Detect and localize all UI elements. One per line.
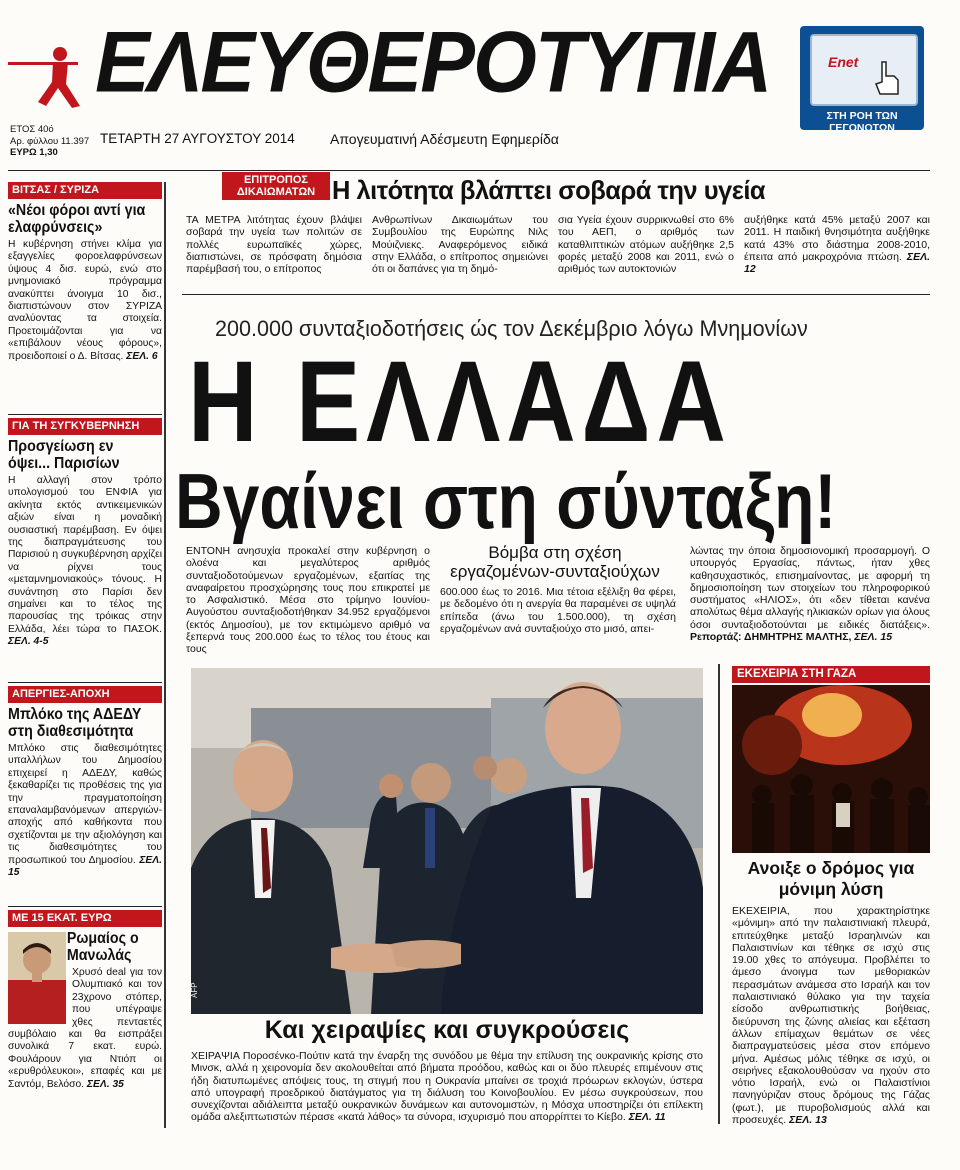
page-ref: ΣΕΛ. 6 [126, 350, 158, 362]
photo-story-headline[interactable]: Και χειραψίες και συγκρούσεις [264, 1016, 630, 1044]
sidebar-story-coalition[interactable] [8, 418, 162, 649]
reporter-credit: Ρεπορτάζ: ΔΗΜΗΤΡΗΣ ΜΑΛΤΗΣ, [690, 631, 852, 644]
main-story-col-3: λώντας την όποια δημοσιονομική προσαρμογή. Ο υπουργός Εργασίας, πάντως, ήταν χθες καθησυχαστικός, επισημαίνοντας, με αφορμή τη δημοσιοποίηση των στοιχείων του πληροφορικού συστήματος «ΗΛΙΟΣ», ότι «δεν τίθεται κανένα απολύτως θέμα αλλαγής ηλικιακών ορίων για όλους όσοι συνταξιοδοτούνται με ειδικές διατάξεις». Ρεπορτάζ: ΔΗΜΗΤΡΗΣ ΜΑΛΤΗΣ, ΣΕΛ. 15 [690, 545, 930, 644]
photo-credit: AFP [190, 982, 199, 998]
sidebar-divider [8, 682, 162, 683]
page-ref: ΣΕΛ. 15 [8, 854, 162, 879]
sidebar-tag: ΜΕ 15 ΕΚΑΤ. ΕΥΡΩ [8, 910, 162, 927]
main-story-col-2: 600.000 έως το 2016. Μια τέτοια εξέλιξη θα φέρει, με δεδομένο ότι η ανεργία θα παραμένει σε υψηλά επίπεδα (άνω του 1.500.000), τη σχέση εργαζομένων ανά συνταξιούχο στο μισό, απει- [440, 586, 676, 635]
top-story-col-1: ΤΑ ΜΕΤΡΑ λιτότητας έχουν βλάψει σοβαρά την υγεία των πολιτών σε πολλές ευρωπαϊκές χώρες, διαπιστώνει, σε πρόσφατη δημόσια παρέμβασή του, ο επίτροπος [186, 214, 362, 276]
top-story-col-3: σια Υγεία έχουν συρρικνωθεί στο 6% του ΑΕΠ, ο αριθμός των καταθλιπτικών ατόμων αυξήθηκε 2,5 φορές μεταξύ 2008 και 2011, ενώ ο αριθμός των αυτοκτονιών [558, 214, 734, 276]
sidebar-story-manolas[interactable] [8, 910, 162, 1091]
sidebar-divider [8, 414, 162, 415]
gaza-column-rule [718, 664, 720, 1124]
top-story-tag: ΕΠΙΤΡΟΠΟΣ ΔΙΚΑΙΩΜΑΤΩΝ [222, 172, 330, 200]
issue-info [10, 124, 89, 159]
masthead-rule [8, 170, 930, 171]
enet-screen-graphic [810, 34, 918, 106]
page-ref: ΣΕΛ. 13 [789, 1114, 827, 1127]
sidebar-body: Χρυσό deal για τον Ολυμπιακό και τον 23χρονο στόπερ, που υπέγραψε χθες πενταετές συμβόλαιο και θα εισπράξει συνολικά 7 εκατ. ευρώ. Φουλάρουν για Ντιόπ οι «ερυθρόλευκοι», επαφές και με Σαντόμ, Βελόσο. ΣΕΛ. 35 [8, 967, 162, 1090]
page-ref: ΣΕΛ. 15 [854, 631, 893, 644]
sidebar-headline[interactable]: Ρωμαίος ο Μανωλάς [66, 930, 139, 964]
page-ref: ΣΕΛ. 11 [628, 1111, 666, 1124]
sidebar-headline[interactable]: Προσγείωση εν όψει... Παρισίων [8, 438, 120, 472]
issue-price: ΕΥΡΩ 1,30 [10, 147, 58, 158]
sidebar-column-rule [164, 182, 166, 1128]
issue-date: ΤΕΤΑΡΤΗ 27 ΑΥΓΟΥΣΤΟΥ 2014 [100, 131, 295, 146]
enet-logo: Enet [828, 54, 859, 70]
main-headline-line-1[interactable]: Η ΕΛΛΑΔΑ [188, 337, 732, 467]
sidebar-tag: ΒΙΤΣΑΣ / ΣΥΡΙΖΑ [8, 182, 162, 199]
enet-promo-box[interactable] [800, 26, 924, 134]
top-story-rule [182, 294, 930, 295]
top-story-col-4: αυξήθηκε κατά 45% μεταξύ 2007 και 2011. Η παιδική θνησιμότητα αυξήθηκε κατά 43% στο διάστημα 2008-2010, έπειτα από μακροχρόνια πτώση. ΣΕΛ. 12 [744, 214, 930, 276]
runner-logo-icon [8, 40, 88, 110]
top-story-col-2: Ανθρωπίνων Δικαιωμάτων του Συμβουλίου της Ευρώπης Νιλς Μούιζνιεκς. Αναφερόμενος ειδικά στην Ελλάδα, ο επίτροπος σημειώνει ότι οι δαπάνες για τη δημό- [372, 214, 548, 276]
sidebar-body: Η αλλαγή στον τρόπο υπολογισμού του ΕΝΦΙΑ για ακίνητα εκτός αντικειμενικών αξιών είναι η μοναδική ουσιαστική παρέμβαση. Εν όψει της διαπραγμάτευσης του Παρισιού η συγκυβέρνηση αρχίζει να ρίχνει τους «μεταμνημονιακούς» τόνους. Η συνάντηση στο Παρίσι δεν σημαίνει και το τέλος της παρουσίας της τρόικας στην Ελλάδα, λέει τώρα το ΠΑΣΟΚ. ΣΕΛ. 4-5 [8, 475, 163, 648]
page-ref: ΣΕΛ. 35 [86, 1078, 124, 1090]
main-story-kicker: Βόμβα στη σχέση εργαζομένων-συνταξιούχων [450, 543, 660, 581]
gaza-body: ΕΚΕΧΕΙΡΙΑ, που χαρακτηρίστηκε «μόνιμη» από την παλαιστινιακή πλευρά, επιτεύχθηκε μεταξύ Ισραηλινών και Παλαιστινίων και τέθηκε σε ισχύ στις 19.00 χθες το απόγευμα. Προβλέπει το άμεσο άνοιγμα των μεθοριακών περασμάτων ανάμεσα στο Ισραήλ και τον παλαιστινιακό θύλακο για την ταχεία είσοδο ανθρωπιστικής βοήθειας, διεύρυνση της ζώνης αλιείας και εξέταση άλλων επίμαχων θεμάτων σε νέες διαπραγματεύσεις μέσα στον επόμενο μήνα. Αμέσως μόλις τέθηκε σε ισχύ, οι σειρήνες εξακολουθούσαν να ηχούν στο νότιο Ισραήλ, ενώ οι Παλαιστίνιοι πανηγύριζαν στους δρόμους της Γάζας (φωτ.), με πυροβολισμούς αλλά και προσευχές. ΣΕΛ. 13 [732, 905, 930, 1127]
photo-story-body: ΧΕΙΡΑΨΙΑ Ποροσένκο-Πούτιν κατά την έναρξη της συνόδου με θέμα την επίλυση της ουκρανικής κρίσης στο Μινσκ, αλλά η χειρονομία δεν ακολουθείται από βήματα προόδου, καθώς και οι δύο πλευρές επιμένουν στις ήδη διατυπωμένες απόψεις τους, τη στιγμή που η Ουκρανία μπαίνει σε τροχιά πρόωρων εκλογών, ύστερα από υπογραφή προεδρικού διατάγματος για τη διάλυση του Κοινοβουλίου. Εν μέσω συγκρούσεων, που συνεχίζονται αδιάλειπτα μεταξύ ουκρανικών δυνάμεων και αυτονομιστών, η Μόσχα υποστηρίζει ότι επίλεκτη ομάδα αλεξιπτωτιστών πέρασε «κατά λάθος» τα σύνορα, ισχυρισμό που απορρίπτει το Κίεβο. ΣΕΛ. 11 [191, 1050, 703, 1124]
main-story-col-1: ΕΝΤΟΝΗ ανησυχία προκαλεί στην κυβέρνηση ο ολοένα και μεγαλύτερος αριθμός συνταξιοδοτούμενων εργαζομένων, εξαιτίας της αναφαίρετου προσχώρησης τους που επικρατεί με το Ασφαλιστικό. Μέσα στο τρίμηνο Ιουνίου-Αυγούστου συνταξιοδοτήθηκαν 34.952 εργαζόμενοι (εκτός Δημοσίου), με τον εκτιμώμενο αριθμό να ξεπερνά τους 200.000 έως το τέλος του έτους και τους [186, 545, 430, 656]
masthead-title[interactable]: ΕΛΕΥΘΕΡΟΤΥΠΙΑ [95, 14, 771, 111]
hand-cursor-icon [872, 60, 902, 96]
issue-number: Αρ. φύλλου 11.397 [10, 135, 90, 147]
sidebar-body: Η κυβέρνηση στήνει κλίμα για εξαγγελίες φοροελαφρύνσεων ύψους 4 δισ. ευρώ, ενώ στο μνημονιακό πρόγραμμα ανακύπτει άνοιγμα 10 δισ., διαπιστώνουν στον ΣΥΡΙΖΑ αναλύοντας τα στοιχεία. Προετοιμάζονται για να «επιβάλουν νέους φόρους», προειδοποιεί ο Δ. Βίτσας. ΣΕΛ. 6 [8, 239, 162, 362]
sidebar-tag: ΓΙΑ ΤΗ ΣΥΓΚΥΒΕΡΝΗΣΗ [8, 418, 162, 435]
gaza-tag: ΕΚΕΧΕΙΡΙΑ ΣΤΗ ΓΑΖΑ [732, 666, 930, 683]
masthead-tagline: Απογευματινή Αδέσμευτη Εφημερίδα [330, 131, 559, 147]
sidebar-tag: ΑΠΕΡΓΙΕΣ-ΑΠΟΧΗ [8, 686, 162, 703]
gaza-headline[interactable]: Ανοιξε ο δρόμος για μόνιμη λύση [747, 858, 915, 899]
main-story-super-headline: 200.000 συνταξιοδοτήσεις ώς τον Δεκέμβριο λόγω Μνημονίων [215, 316, 808, 341]
gaza-celebration-photo[interactable] [732, 685, 930, 853]
sidebar-body: Μπλόκο στις διαθεσιμότητες υπαλλήλων του Δημοσίου επιχειρεί η ΑΔΕΔΥ, καθώς ξεκαθαρίζει τις προθέσεις της για την πραγματοποίηση επαναλαμβανόμενων απεργιών-αποχής από καθήκοντα που σχετίζονται με την αξιολόγηση και τις διαθεσιμότητες του προσωπικού του Δημοσίου. ΣΕΛ. 15 [8, 743, 162, 879]
top-story-headline[interactable]: Η λιτότητα βλάπτει σοβαρά την υγεία [332, 175, 766, 205]
sidebar-headline[interactable]: Μπλόκο της ΑΔΕΔΥ στη διαθεσιμότητα [8, 706, 142, 740]
page-ref: ΣΕΛ. 12 [744, 250, 930, 276]
sidebar-story-vitsas[interactable] [8, 182, 162, 363]
issue-year: ΕΤΟΣ 40ό [10, 124, 54, 135]
enet-label: ΣΤΗ ΡΟΗ ΤΩΝ ΓΕΓΟΝΟΤΩΝ [826, 110, 898, 134]
sidebar-headline[interactable]: «Νέοι φόροι αντί για ελαφρύνσεις» [8, 202, 146, 236]
handshake-photo[interactable] [191, 668, 703, 1014]
page-ref: ΣΕΛ. 4-5 [8, 636, 49, 648]
main-headline-line-2[interactable]: Βγαίνει στη σύνταξη! [175, 457, 837, 545]
left-sidebar [8, 182, 162, 1128]
sidebar-story-adedy[interactable] [8, 686, 162, 879]
sidebar-divider [8, 906, 162, 907]
